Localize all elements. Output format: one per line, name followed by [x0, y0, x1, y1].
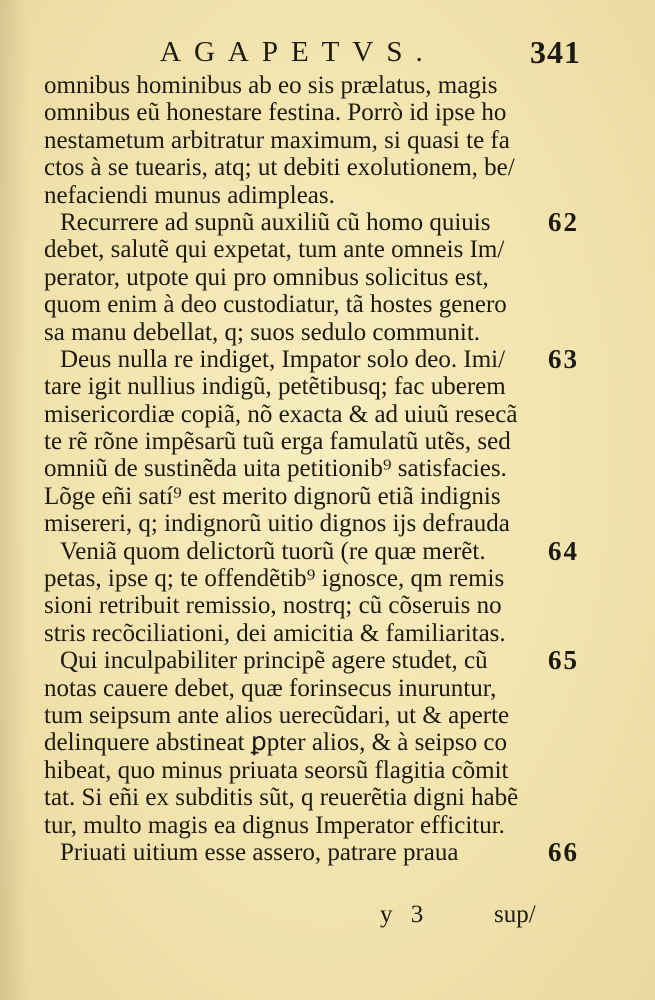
line-text: omniũ de sustinẽda uita petitionib⁹ satisfacies.: [44, 455, 507, 483]
signature-mark: y 3: [380, 901, 430, 928]
text-line: [0, 836, 655, 867]
page-number: 341: [530, 34, 581, 70]
text-line: [0, 620, 655, 647]
line-text: misereri, q; indignorũ uitio dignos ijs defrauda: [44, 510, 510, 538]
marginal-number: 65: [548, 645, 579, 676]
line-text: tur, multo magis ea dignus Imperator efficitur.: [44, 811, 505, 839]
marginal-number: 64: [548, 535, 579, 566]
text-line: [0, 428, 655, 455]
line-text: tum seipsum ante alios uerecũdari, ut & aperte: [44, 701, 510, 729]
text-line: [0, 291, 655, 318]
line-text: delinquere abstineat ꝑpter alios, & à seipso co: [44, 729, 507, 757]
line-text: quom enim à deo custodiatur, tã hostes genero: [44, 291, 507, 319]
main-text: [0, 72, 655, 866]
line-text: notas cauere debet, quæ forinsecus inuruntur,: [44, 674, 497, 702]
catchword: sup/: [494, 901, 536, 928]
line-text: omnibus eũ honestare festina. Porrò id ipse ho: [44, 99, 507, 127]
text-line: [0, 264, 655, 291]
text-line: [0, 72, 655, 99]
line-text: nefaciendi munus adimpleas.: [44, 181, 335, 209]
text-line: [0, 535, 655, 566]
line-text: tat. Si eñi ex subditis sũt, q reuerẽtia digni habẽ: [44, 784, 519, 812]
marginal-number: 63: [548, 343, 579, 374]
page-footer: [0, 900, 655, 930]
text-line: [0, 784, 655, 811]
text-line: [0, 319, 655, 346]
line-text: tare igit nullius indigũ, petẽtibusq; fac uberem: [44, 373, 506, 401]
text-line: [0, 592, 655, 619]
text-line: [0, 343, 655, 374]
page-header: [0, 34, 655, 74]
running-head: AGAPETVS.: [160, 36, 436, 68]
line-text: sa manu debellat, q; suos sedulo communit.: [44, 318, 481, 346]
paragraph-start: Priuati uitium esse assero, patrare praua: [60, 838, 459, 866]
text-line: [0, 182, 655, 209]
text-line: [0, 206, 655, 237]
text-line: [0, 373, 655, 400]
text-line: [0, 565, 655, 592]
line-text: stris recõciliationi, dei amicitia & familiaritas.: [44, 619, 506, 647]
text-line: [0, 675, 655, 702]
line-text: te rẽ rõne impẽsarũ tuũ erga famulatũ utẽs, sed: [44, 428, 511, 456]
paragraph-start: Veniã quom delictorũ tuorũ (re quæ merẽt.: [60, 537, 486, 565]
text-line: [0, 236, 655, 263]
line-text: debet, salutẽ qui expetat, tum ante omneis Im/: [44, 236, 505, 264]
text-line: [0, 729, 655, 756]
text-line: [0, 401, 655, 428]
line-text: sioni retribuit remissio, nostrq; cũ cõseruis no: [44, 592, 502, 620]
line-text: ctos à se tuearis, atq; ut debiti exolutionem, be/: [44, 154, 515, 182]
text-line: [0, 702, 655, 729]
marginal-number: 62: [548, 206, 579, 237]
paragraph-start: Deus nulla re indiget, Impator solo deo. Imi/: [60, 345, 506, 373]
line-text: omnibus hominibus ab eo sis prælatus, magis: [44, 72, 498, 99]
text-line: [0, 455, 655, 482]
line-text: petas, ipse q; te offendẽtib⁹ ignosce, qm remis: [44, 565, 505, 593]
text-line: [0, 127, 655, 154]
paragraph-start: Recurrere ad supnũ auxiliũ cũ homo quiuis: [60, 208, 491, 236]
line-text: perator, utpote qui pro omnibus solicitus est,: [44, 263, 489, 291]
text-line: [0, 510, 655, 537]
line-text: hibeat, quo minus priuata seorsũ flagitia cõmit: [44, 756, 509, 784]
text-line: [0, 154, 655, 181]
paragraph-start: Qui inculpabiliter principẽ agere studet, cũ: [60, 647, 488, 675]
line-text: nestametum arbitratur maximum, si quasi te fa: [44, 126, 510, 154]
line-text: Lõge eñi satí⁹ est merito dignorũ etiã indignis: [44, 482, 501, 510]
text-line: [0, 812, 655, 839]
marginal-number: 66: [548, 836, 579, 867]
text-line: [0, 99, 655, 126]
text-line: [0, 647, 655, 674]
line-text: misericordiæ copiã, nõ exacta & ad uiuũ resecã: [44, 400, 518, 428]
text-line: [0, 757, 655, 784]
text-line: [0, 483, 655, 510]
